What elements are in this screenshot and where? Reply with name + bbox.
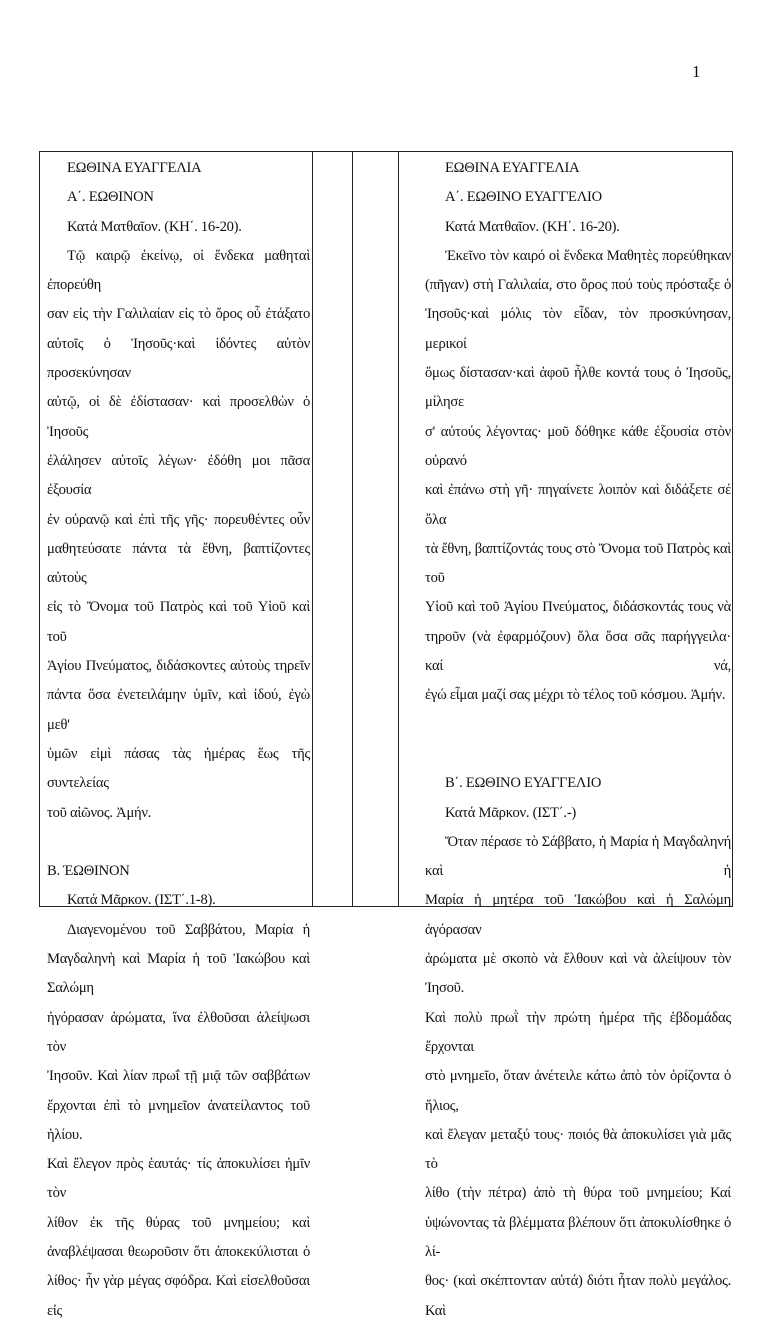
text-line: τηροῦν (νὰ ἐφαρμόζουν) ὅλα ὅσα σᾶς παρήγγειλα· καί νά, — [425, 628, 731, 675]
text-line: ἐλάλησεν αὐτοῖς λέγων· ἐδόθη μοι πᾶσα ἐξουσία — [47, 452, 310, 499]
original-text-column — [47, 154, 310, 1326]
section-title: Β΄. ΕΩΘΙΝΟ ΕΥΑΓΓΕΛΙΟ — [445, 775, 602, 792]
text-line: ἠγόρασαν ἀρώματα, ἵνα ἐλθοῦσαι ἀλείψωσι τὸν — [47, 1009, 310, 1055]
text-table — [39, 151, 733, 1319]
text-line: λίθον ἐκ τῆς θύρας τοῦ μνημείου; καὶ — [47, 1214, 310, 1231]
text-line: σαν εἰς τὴν Γαλιλαίαν εἰς τὸ ὄρος οὗ ἐτάξατο — [47, 306, 310, 323]
column-divider — [398, 152, 399, 906]
text-line: σ' αὐτούς λέγοντας· μοῦ δόθηκε κάθε ἐξουσία στὸν οὐρανό — [425, 423, 731, 469]
text-line: Υἱοῦ καὶ τοῦ Ἁγίου Πνεύματος, διδάσκοντάς τους νὰ — [425, 599, 731, 616]
text-line: εἰς τὸ Ὄνομα τοῦ Πατρὸς καὶ τοῦ Υἱοῦ καὶ τοῦ — [47, 599, 310, 645]
text-line: Ἰησοῦς·καὶ μόλις τὸν εἶδαν, τὸν προσκύνησαν, μερικοί — [425, 306, 731, 352]
text-line: ἐν οὐρανῷ καὶ ἐπὶ τῆς γῆς· πορευθέντες οὖν — [47, 511, 310, 528]
text-line: πάντα ὅσα ἐνετειλάμην ὑμῖν, καὶ ἰδού, ἐγὼ μεθ' — [47, 687, 310, 733]
text-line: Ὅταν πέρασε τὸ Σάββατο, ἡ Μαρία ἡ Μαγδαληνή καὶ ἡ — [425, 833, 731, 880]
section-title: ΕΩΘΙΝΑ ΕΥΑΓΓΕΛΙΑ — [67, 160, 202, 176]
scripture-reference: Κατά Ματθαῖον. (ΚΗ΄. 16-20). — [67, 218, 242, 235]
text-line: αὐτῷ, οἱ δὲ ἐδίστασαν· καὶ προσελθὼν ὁ Ἰησοῦς — [47, 394, 310, 440]
text-line: στὸ μνημεῖο, ὅταν ἀνέτειλε κάτω ἀπὸ τὸν ὁρίζοντα ὁ ἥλιος, — [425, 1068, 731, 1114]
text-line: τοῦ αἰῶνος. Ἀμήν. — [47, 804, 152, 821]
page-number: 1 — [692, 62, 701, 81]
translation-column — [425, 154, 731, 1326]
text-line: Μαγδαληνὴ καὶ Μαρία ἡ τοῦ Ἰακώβου καὶ Σαλώμη — [47, 951, 310, 997]
scripture-reference: Κατά Ματθαῖον. (ΚΗ΄. 16-20). — [445, 218, 620, 235]
text-line: θος· (καὶ σκέπτονταν αὐτά) διότι ἦταν πολὺ μεγάλος. Καὶ — [425, 1273, 731, 1319]
text-line: (πῆγαν) στὴ Γαλιλαία, στο ὄρος πού τοὺς πρόσταξε ὁ — [425, 277, 731, 294]
text-line: καὶ ἔλεγαν μεταξύ τους· ποιός θὰ ἀποκυλίσει γιὰ μᾶς τὸ — [425, 1126, 731, 1173]
text-line: Διαγενομένου τοῦ Σαββάτου, Μαρία ἡ — [67, 921, 310, 938]
text-line: λίθο (τὴν πέτρα) ἀπὸ τὴ θύρα τοῦ μνημείου; Καί — [425, 1185, 731, 1202]
text-line: μαθητεύσατε πάντα τὰ ἔθνη, βαπτίζοντες αὐτοὺς — [47, 540, 310, 587]
section-title: Β. ΈΩΘΙΝΟΝ — [47, 863, 130, 880]
text-line: ἀρώματα μὲ σκοπὸ νὰ ἔλθουν καὶ νὰ ἀλείψουν τὸν Ἰησοῦ. — [425, 951, 731, 997]
text-line: ἀναβλέψασαι θεωροῦσιν ὅτι ἀποκεκύλισται ὁ — [47, 1243, 310, 1260]
text-line: ὑψώνοντας τὰ βλέμματα βλέπουν ὅτι ἀποκυλίσθηκε ὁ λί- — [425, 1214, 731, 1260]
section-title: ΕΩΘΙΝΑ ΕΥΑΓΓΕΛΙΑ — [445, 160, 580, 176]
section-subtitle: Α΄. ΕΩΘΙΝΟ ΕΥΑΓΓΕΛΙΟ — [445, 189, 602, 206]
text-line: Καὶ ἔλεγον πρὸς ἑαυτάς· τίς ἀποκυλίσει ἡμῖν τὸν — [47, 1156, 310, 1202]
text-line: αὐτοῖς ὁ Ἰησοῦς·καὶ ἰδόντες αὐτὸν προσεκύνησαν — [47, 335, 310, 382]
text-line: Ἁγίου Πνεύματος, διδάσκοντες αὐτοὺς τηρεῖν — [47, 658, 310, 675]
text-line: Μαρία ἡ μητέρα τοῦ Ἰακώβου καὶ ἡ Σαλώμη ἀγόρασαν — [425, 892, 731, 938]
text-line: Ἰησοῦν. Καὶ λίαν πρωΐ τῇ μιᾷ τῶν σαββάτων — [47, 1068, 310, 1085]
column-divider — [312, 152, 313, 906]
text-line: ἐγώ εἶμαι μαζί σας μέχρι τὸ τέλος τοῦ κόσμου. Ἀμήν. — [425, 687, 726, 704]
text-line: λίθος· ἦν γὰρ μέγας σφόδρα. Καὶ εἰσελθοῦσαι εἰς — [47, 1273, 310, 1319]
text-line: τὰ ἔθνη, βαπτίζοντάς τους στὸ Ὄνομα τοῦ Πατρὸς καὶ τοῦ — [425, 540, 731, 587]
scripture-reference: Κατά Μᾶρκον. (ΙΣΤ΄.1-8). — [67, 892, 216, 909]
column-divider — [352, 152, 353, 906]
text-line: Καὶ πολὺ πρωῒ τὴν πρώτη ἡμέρα τῆς ἑβδομάδας ἔρχονται — [425, 1009, 731, 1055]
section-subtitle: Α΄. ΕΩΘΙΝΟΝ — [67, 189, 154, 206]
text-line: καὶ ἐπάνω στὴ γῆ· πηγαίνετε λοιπὸν καὶ διδάξετε σέ ὅλα — [425, 482, 731, 528]
text-line: ἔρχονται ἐπὶ τὸ μνημεῖον ἀνατείλαντος τοῦ ἡλίου. — [47, 1097, 310, 1143]
text-line: Τῷ καιρῷ ἐκείνῳ, οἱ ἕνδεκα μαθηταὶ ἐπορεύθη — [47, 247, 310, 294]
text-line: Ἐκεῖνο τὸν καιρό οἱ ἕνδεκα Μαθητὲς πορεύθηκαν — [445, 247, 731, 264]
text-line: ὑμῶν εἰμὶ πάσας τὰς ἡμέρας ἕως τῆς συντελείας — [47, 745, 310, 792]
scripture-reference: Κατά Μᾶρκον. (ΙΣΤ΄.-) — [445, 804, 577, 821]
text-line: ὅμως δίστασαν·καὶ ἀφοῦ ἦλθε κοντά τους ὁ Ἰησοῦς, μίλησε — [425, 365, 731, 411]
